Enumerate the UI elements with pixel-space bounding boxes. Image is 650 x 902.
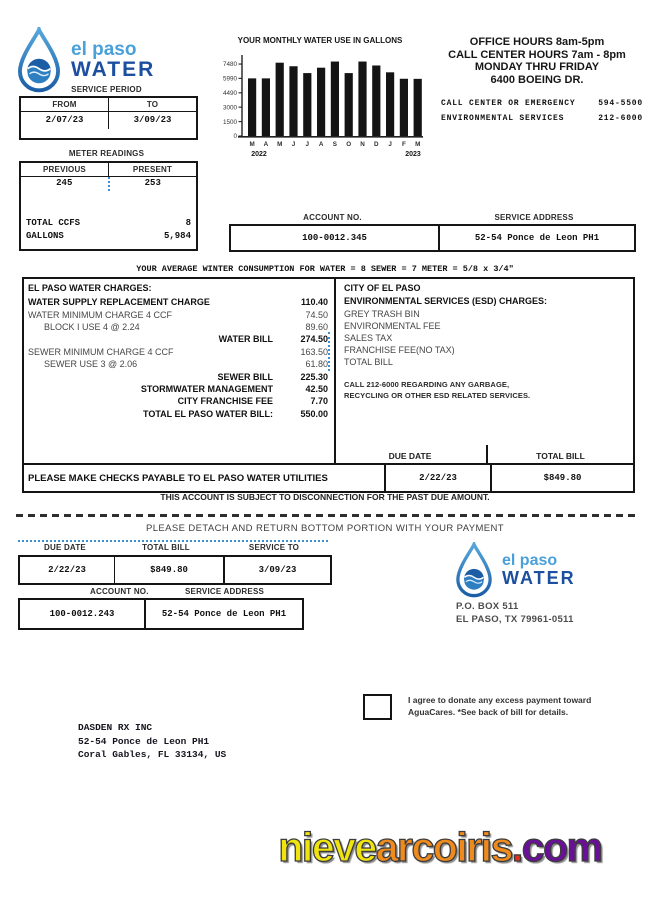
charge-label: BLOCK I USE 4 @ 2.24 — [44, 321, 140, 332]
previous-reading: 245 — [56, 178, 73, 188]
svg-text:M: M — [249, 141, 255, 148]
stub-total-bill-value: $849.80 — [114, 557, 223, 583]
charge-amount: 7.70 — [310, 396, 328, 407]
gallons-label: GALLONS — [26, 231, 64, 241]
service-to-date: 3/09/23 — [108, 112, 196, 129]
charge-amount: 274.50 — [300, 334, 328, 345]
svg-text:J: J — [291, 141, 296, 148]
winter-consumption-line: YOUR AVERAGE WINTER CONSUMPTION FOR WATER = 8 SEWER = 7 METER = 5/8 x 3/4" — [136, 264, 514, 274]
service-period-title: SERVICE PERIOD — [71, 85, 142, 94]
meter-readings-title: METER READINGS — [68, 149, 145, 158]
svg-text:2022: 2022 — [251, 151, 267, 158]
account-box — [229, 224, 636, 252]
charge-row — [25, 408, 328, 420]
previous-header: PREVIOUS — [43, 165, 86, 174]
charge-row — [25, 308, 328, 320]
esd-title: ENVIRONMENTAL SERVICES (ESD) CHARGES: — [344, 296, 548, 306]
bill-label-row — [334, 445, 633, 465]
charge-label: SEWER USE 3 @ 2.06 — [44, 359, 138, 370]
charge-amount: 74.50 — [305, 309, 328, 320]
donate-text — [408, 695, 638, 718]
monthly-usage-chart — [214, 50, 430, 162]
svg-text:7480: 7480 — [222, 61, 237, 69]
stub-address-header: SERVICE ADDRESS — [185, 587, 265, 596]
stub-due-date-value: 2/22/23 — [48, 565, 86, 575]
brand-water: WATER — [502, 568, 576, 588]
svg-text:1500: 1500 — [222, 118, 237, 126]
stub-amount-box — [18, 555, 332, 585]
chart-title: YOUR MONTHLY WATER USE IN GALLONS — [237, 36, 403, 45]
blue-dotted-marks — [328, 332, 330, 371]
phone-label: CALL CENTER OR EMERGENCY — [441, 99, 576, 108]
stub-dotted-rule — [18, 540, 328, 542]
stub-service-to-value: 3/09/23 — [223, 557, 330, 583]
esd-item: FRANCHISE FEE(NO TAX) — [344, 345, 455, 355]
present-header: PRESENT — [108, 163, 196, 176]
stub-service-to-header: SERVICE TO — [248, 543, 300, 552]
svg-text:M: M — [277, 141, 283, 148]
charge-row — [25, 296, 328, 308]
account-no-header: ACCOUNT NO. — [303, 213, 362, 222]
phone-number: 594-5500 — [598, 99, 643, 108]
service-from-date: 2/07/23 — [45, 115, 84, 125]
watermark — [265, 824, 615, 871]
wm-part2: arcoiris — [375, 824, 512, 870]
water-drop-icon — [452, 542, 496, 598]
esd-item: ENVIRONMENTAL FEE — [344, 321, 441, 331]
charge-label: WATER MINIMUM CHARGE 4 CCF — [28, 309, 172, 320]
svg-text:4490: 4490 — [222, 90, 237, 98]
stub-due-date-header: DUE DATE — [44, 543, 86, 552]
esd-note — [344, 380, 629, 402]
phone-number: 212-6000 — [598, 114, 643, 123]
gallons-value: 5,984 — [163, 231, 191, 241]
brand-elpaso: el paso — [71, 39, 137, 60]
office-hours — [428, 36, 646, 86]
charge-label: WATER SUPPLY REPLACEMENT CHARGE — [28, 297, 210, 308]
present-reading: 253 — [108, 177, 197, 191]
charge-row — [25, 333, 328, 345]
office-hours-line: OFFICE HOURS 8am-5pm — [469, 36, 605, 48]
epwater-charges-title: EL PASO WATER CHARGES: — [28, 283, 152, 293]
from-header: FROM — [52, 100, 77, 109]
esd-items — [344, 309, 629, 369]
payable-row — [24, 463, 633, 491]
svg-text:D: D — [374, 141, 379, 148]
mailing-line: Coral Gables, FL 33134, US — [78, 749, 227, 760]
to-header: TO — [108, 98, 196, 111]
total-ccfs-value: 8 — [185, 218, 191, 228]
charge-amount: 89.60 — [305, 321, 328, 332]
service-address-header: SERVICE ADDRESS — [494, 213, 574, 222]
charge-label: STORMWATER MANAGEMENT — [140, 383, 273, 394]
due-date-header: DUE DATE — [388, 451, 432, 461]
svg-text:A: A — [263, 141, 269, 148]
charge-row — [25, 395, 328, 407]
charges-left-rows — [25, 296, 328, 420]
meter-readings-table — [19, 161, 198, 251]
due-date-value: 2/22/23 — [384, 465, 490, 491]
phone-row — [441, 114, 643, 123]
city-state-line: EL PASO, TX 79961-0511 — [456, 614, 574, 625]
charge-amount: 163.50 — [300, 346, 328, 357]
svg-text:O: O — [346, 141, 352, 148]
brand-elpaso: el paso — [502, 552, 558, 569]
svg-text:5990: 5990 — [222, 75, 237, 83]
esd-item: SALES TAX — [344, 333, 393, 343]
charge-row — [25, 358, 328, 370]
charge-label: SEWER BILL — [217, 371, 273, 382]
stub-account-value: 100-0012.243 — [49, 609, 115, 619]
epwater-logo-top — [13, 27, 155, 93]
office-hours-line: MONDAY THRU FRIDAY — [474, 61, 600, 73]
svg-text:0: 0 — [233, 133, 237, 141]
esd-note-line: CALL 212-6000 REGARDING ANY GARBAGE, — [344, 380, 510, 389]
charge-label: SEWER MINIMUM CHARGE 4 CCF — [28, 346, 174, 357]
stub-total-bill-header: TOTAL BILL — [142, 543, 190, 552]
water-drop-icon — [13, 27, 65, 93]
wm-part1: nieve — [278, 824, 376, 870]
donate-line-2: AguaCares. *See back of bill for details. — [408, 706, 569, 717]
charge-row — [25, 383, 328, 395]
charges-box — [22, 277, 635, 493]
phone-numbers — [441, 99, 643, 129]
service-address-value: 52-54 Ponce de Leon PH1 — [438, 226, 634, 250]
esd-charges-column — [344, 283, 629, 402]
mailing-address — [78, 721, 226, 762]
detach-notice: PLEASE DETACH AND RETURN BOTTOM PORTION WITH YOUR PAYMENT — [146, 523, 504, 534]
svg-text:J: J — [305, 141, 310, 148]
svg-text:J: J — [388, 141, 392, 148]
payable-text: PLEASE MAKE CHECKS PAYABLE TO EL PASO WATER UTILITIES — [28, 472, 328, 484]
mailing-line: 52-54 Ponce de Leon PH1 — [78, 735, 210, 747]
epwater-charges-column — [25, 283, 328, 420]
esd-item: TOTAL BILL — [344, 357, 393, 367]
office-hours-line: 6400 BOEING DR. — [490, 73, 584, 86]
esd-item: GREY TRASH BIN — [344, 309, 420, 319]
stub-headers — [18, 543, 328, 552]
charge-row — [25, 370, 328, 382]
phone-row — [441, 99, 643, 108]
stub-address-value: 52-54 Ponce de Leon PH1 — [144, 600, 302, 628]
wm-part3: . — [511, 824, 522, 870]
stub-account-box — [18, 598, 304, 630]
svg-text:2023: 2023 — [405, 151, 421, 158]
charge-label: CITY FRANCHISE FEE — [177, 396, 273, 407]
disconnect-notice: THIS ACCOUNT IS SUBJECT TO DISCONNECTION FOR THE PAST DUE AMOUNT. — [160, 492, 490, 502]
charge-label: WATER BILL — [218, 334, 273, 345]
donate-checkbox[interactable] — [363, 694, 392, 720]
charge-amount: 225.30 — [300, 371, 328, 382]
total-bill-header: TOTAL BILL — [486, 445, 633, 465]
service-period-table — [19, 96, 198, 140]
brand-water: WATER — [71, 58, 156, 81]
charge-amount: 61.80 — [305, 359, 328, 370]
svg-text:M: M — [415, 141, 421, 148]
svg-text:S: S — [332, 141, 338, 148]
svg-text:A: A — [318, 141, 324, 148]
stub-account-header: ACCOUNT NO. — [90, 587, 149, 596]
column-divider — [334, 279, 336, 463]
city-title: CITY OF EL PASO — [344, 283, 421, 293]
charge-label: TOTAL EL PASO WATER BILL: — [143, 408, 273, 419]
charge-amount: 550.00 — [300, 408, 328, 419]
mailing-line: DASDEN RX INC — [78, 722, 153, 733]
total-ccfs-label: TOTAL CCFS — [26, 218, 81, 228]
charge-amount: 42.50 — [305, 383, 328, 394]
phone-label: ENVIRONMENTAL SERVICES — [441, 114, 565, 123]
wm-part4: com — [521, 824, 602, 870]
charge-row — [25, 346, 328, 358]
svg-text:F: F — [401, 141, 406, 148]
charge-amount: 110.40 — [300, 297, 328, 308]
svg-text:N: N — [360, 141, 365, 148]
charge-row — [25, 321, 328, 333]
detach-line — [16, 514, 636, 517]
epwater-logo-bottom — [452, 542, 576, 598]
donate-line-1: I agree to donate any excess payment toward — [408, 695, 592, 705]
po-box-line: P.O. BOX 511 — [456, 601, 519, 612]
svg-text:3000: 3000 — [222, 104, 237, 112]
esd-note-line: RECYCLING OR OTHER ESD RELATED SERVICES. — [344, 391, 531, 400]
office-hours-line: CALL CENTER HOURS 7am - 8pm — [448, 48, 626, 61]
account-no-value: 100-0012.345 — [302, 233, 367, 243]
total-bill-value: $849.80 — [490, 465, 633, 491]
